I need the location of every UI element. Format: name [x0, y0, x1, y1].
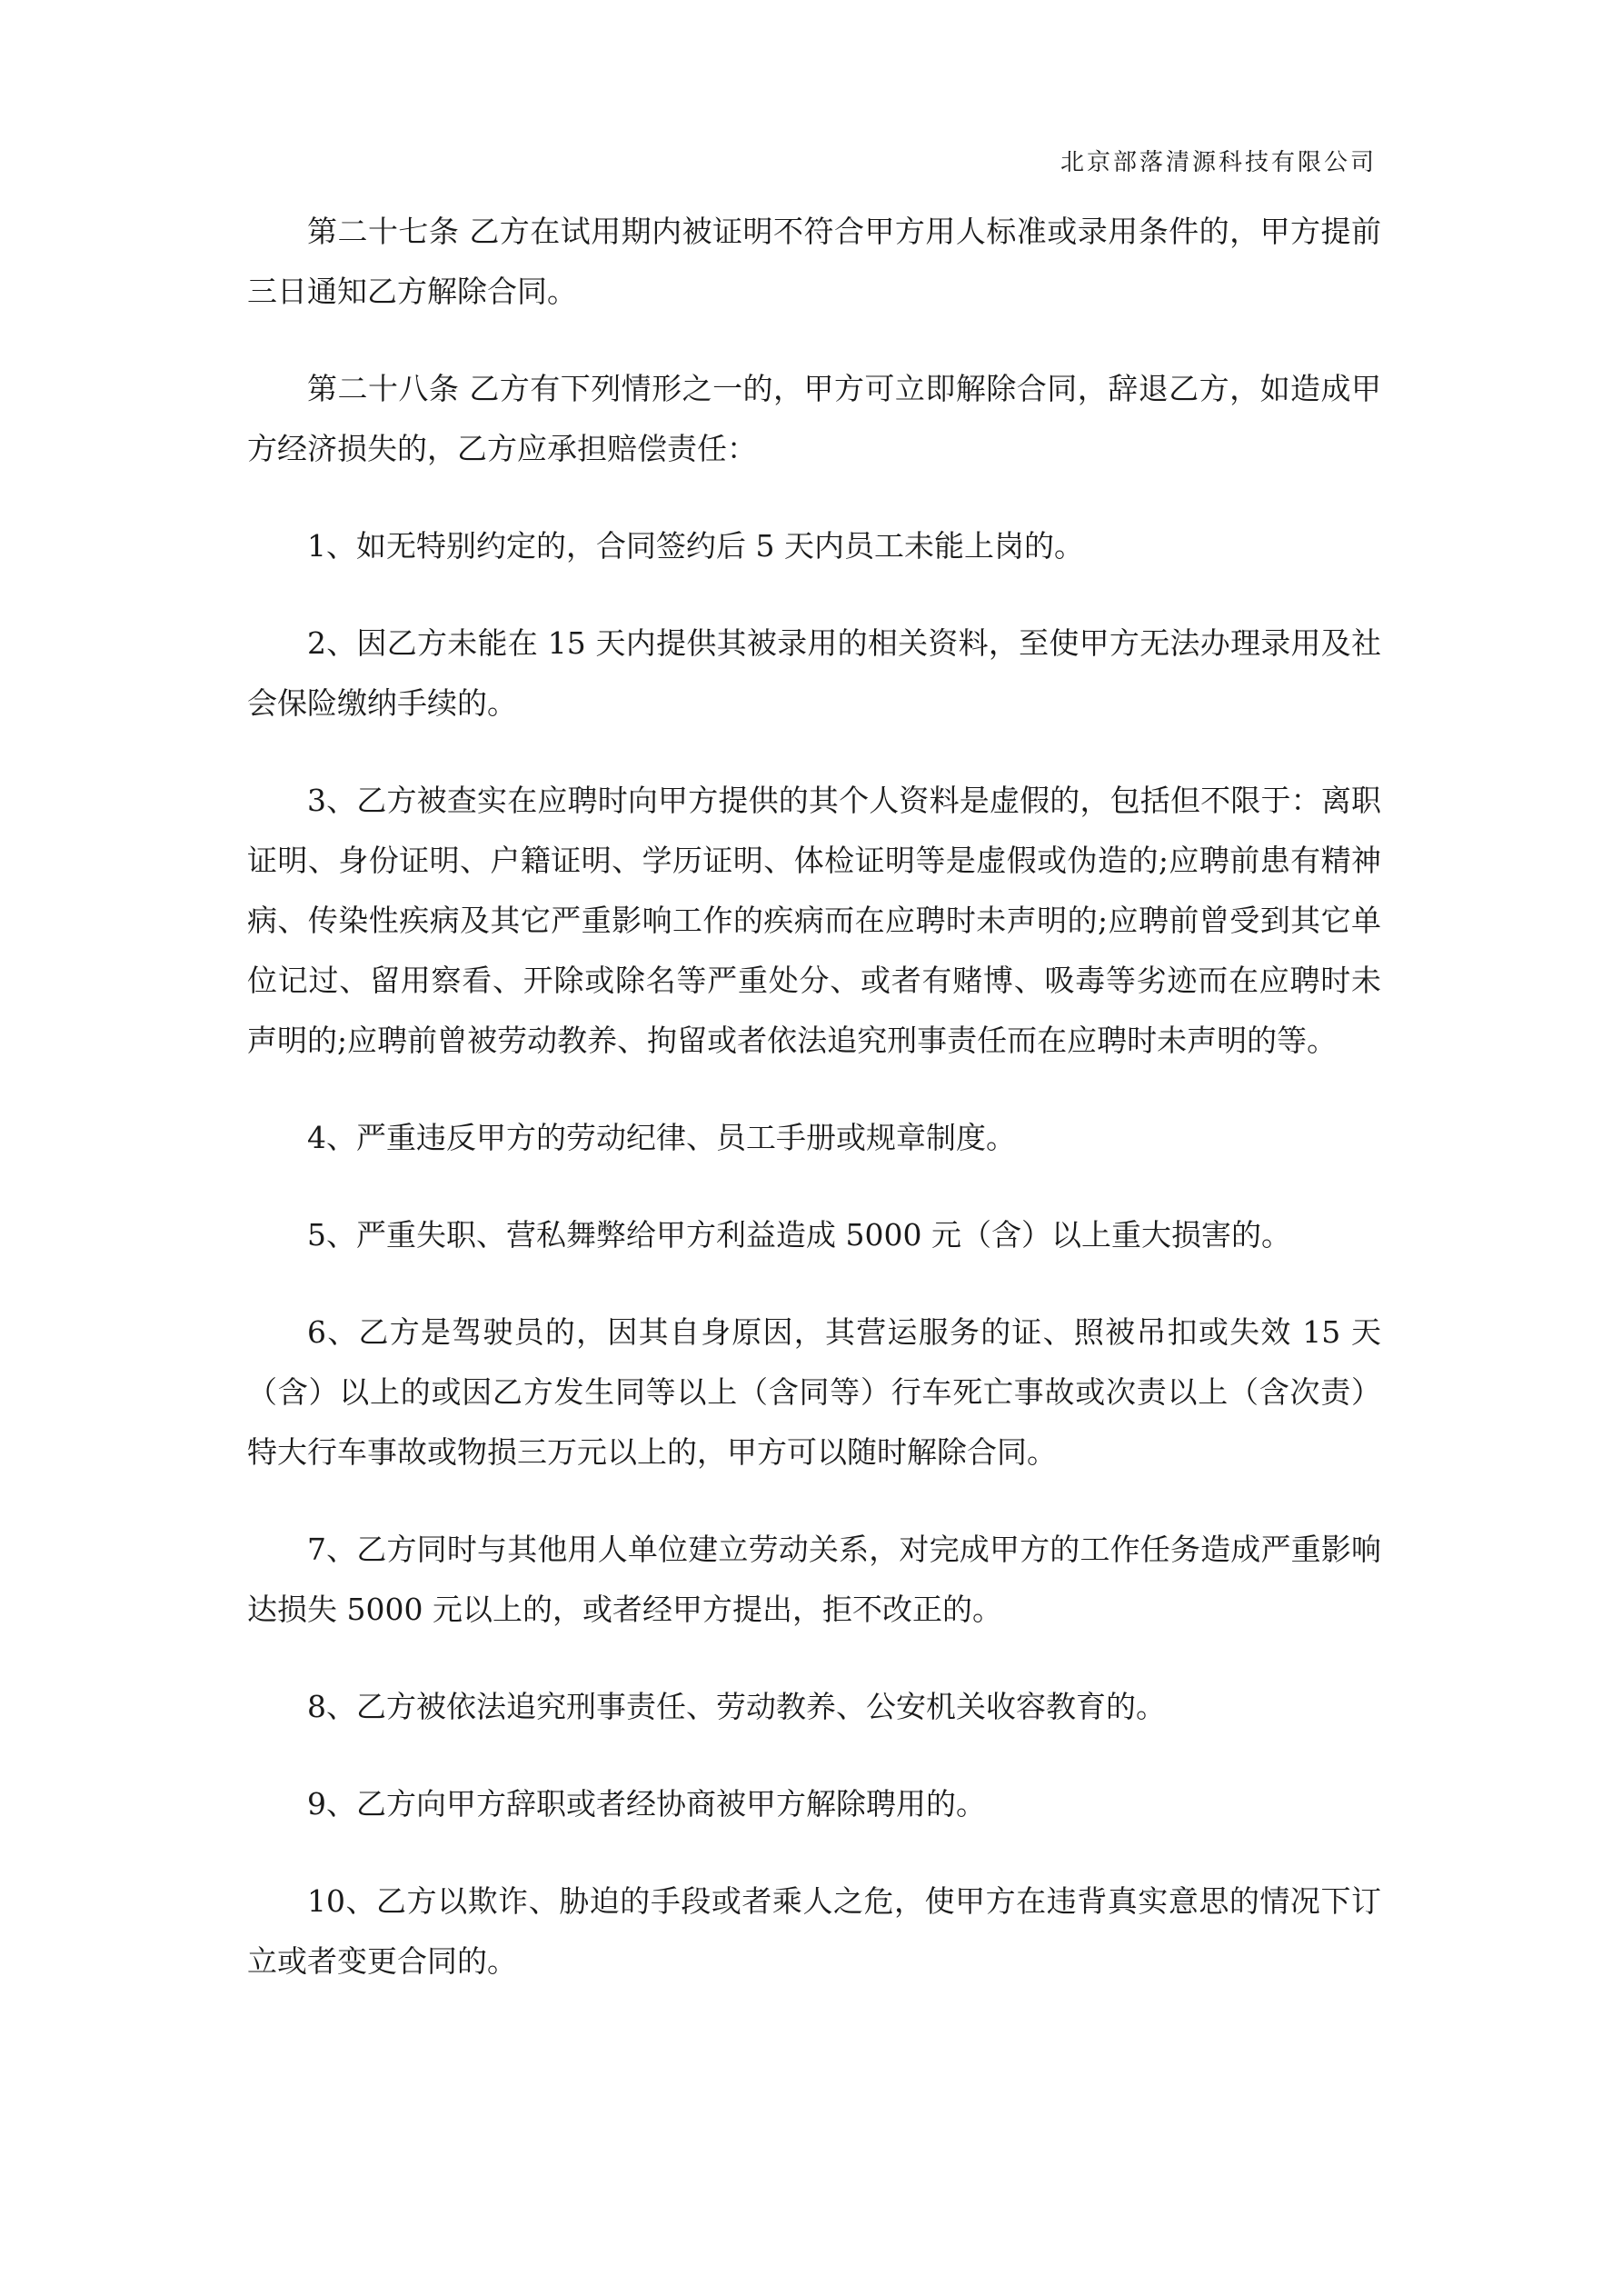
- list-item-6: 6、乙方是驾驶员的，因其自身原因，其营运服务的证、照被吊扣或失效 15 天（含）以上的或因乙方发生同等以上（含同等）行车死亡事故或次责以上（含次责）特大行车事故或物损三万元以上的，甲方可以随时解除合同。: [247, 1314, 1381, 1470]
- document-body: [247, 202, 1381, 2029]
- list-item-10: 10、乙方以欺诈、胁迫的手段或者乘人之危，使甲方在违背真实意思的情况下订立或者变更合同的。: [247, 1883, 1381, 1979]
- list-item-3: 3、乙方被查实在应聘时向甲方提供的其个人资料是虚假的，包括但不限于：离职证明、身份证明、户籍证明、学历证明、体检证明等是虚假或伪造的;应聘前患有精神病、传染性疾病及其它严重影响工作的疾病而在应聘时未声明的;应聘前曾受到其它单位记过、留用察看、开除或除名等严重处分、或者有赌博、吸毒等劣迹而在应聘时未声明的;应聘前曾被劳动教养、拘留或者依法追究刑事责任而在应聘时未声明的等。: [247, 783, 1381, 1058]
- list-item-7: 7、乙方同时与其他用人单位建立劳动关系，对完成甲方的工作任务造成严重影响达损失 5000 元以上的，或者经甲方提出，拒不改正的。: [247, 1532, 1381, 1627]
- list-item-4: 4、严重违反甲方的劳动纪律、员工手册或规章制度。: [307, 1120, 1016, 1155]
- paragraph-article-28: 第二十八条 乙方有下列情形之一的，甲方可立即解除合同，辞退乙方，如造成甲方经济损失的，乙方应承担赔偿责任：: [247, 371, 1381, 466]
- list-item-2: 2、因乙方未能在 15 天内提供其被录用的相关资料，至使甲方无法办理录用及社会保险缴纳手续的。: [247, 625, 1381, 721]
- list-item-8: 8、乙方被依法追究刑事责任、劳动教养、公安机关收容教育的。: [307, 1689, 1166, 1724]
- list-item-1: 1、如无特别约定的，合同签约后 5 天内员工未能上岗的。: [307, 528, 1084, 564]
- list-item-5: 5、严重失职、营私舞弊给甲方利益造成 5000 元（含）以上重大损害的。: [307, 1217, 1291, 1253]
- list-item-9: 9、乙方向甲方辞职或者经协商被甲方解除聘用的。: [307, 1786, 986, 1822]
- page-header-company: 北京部落清源科技有限公司: [1060, 149, 1377, 176]
- paragraph-article-27: 第二十七条 乙方在试用期内被证明不符合甲方用人标准或录用条件的，甲方提前三日通知乙方解除合同。: [247, 214, 1381, 309]
